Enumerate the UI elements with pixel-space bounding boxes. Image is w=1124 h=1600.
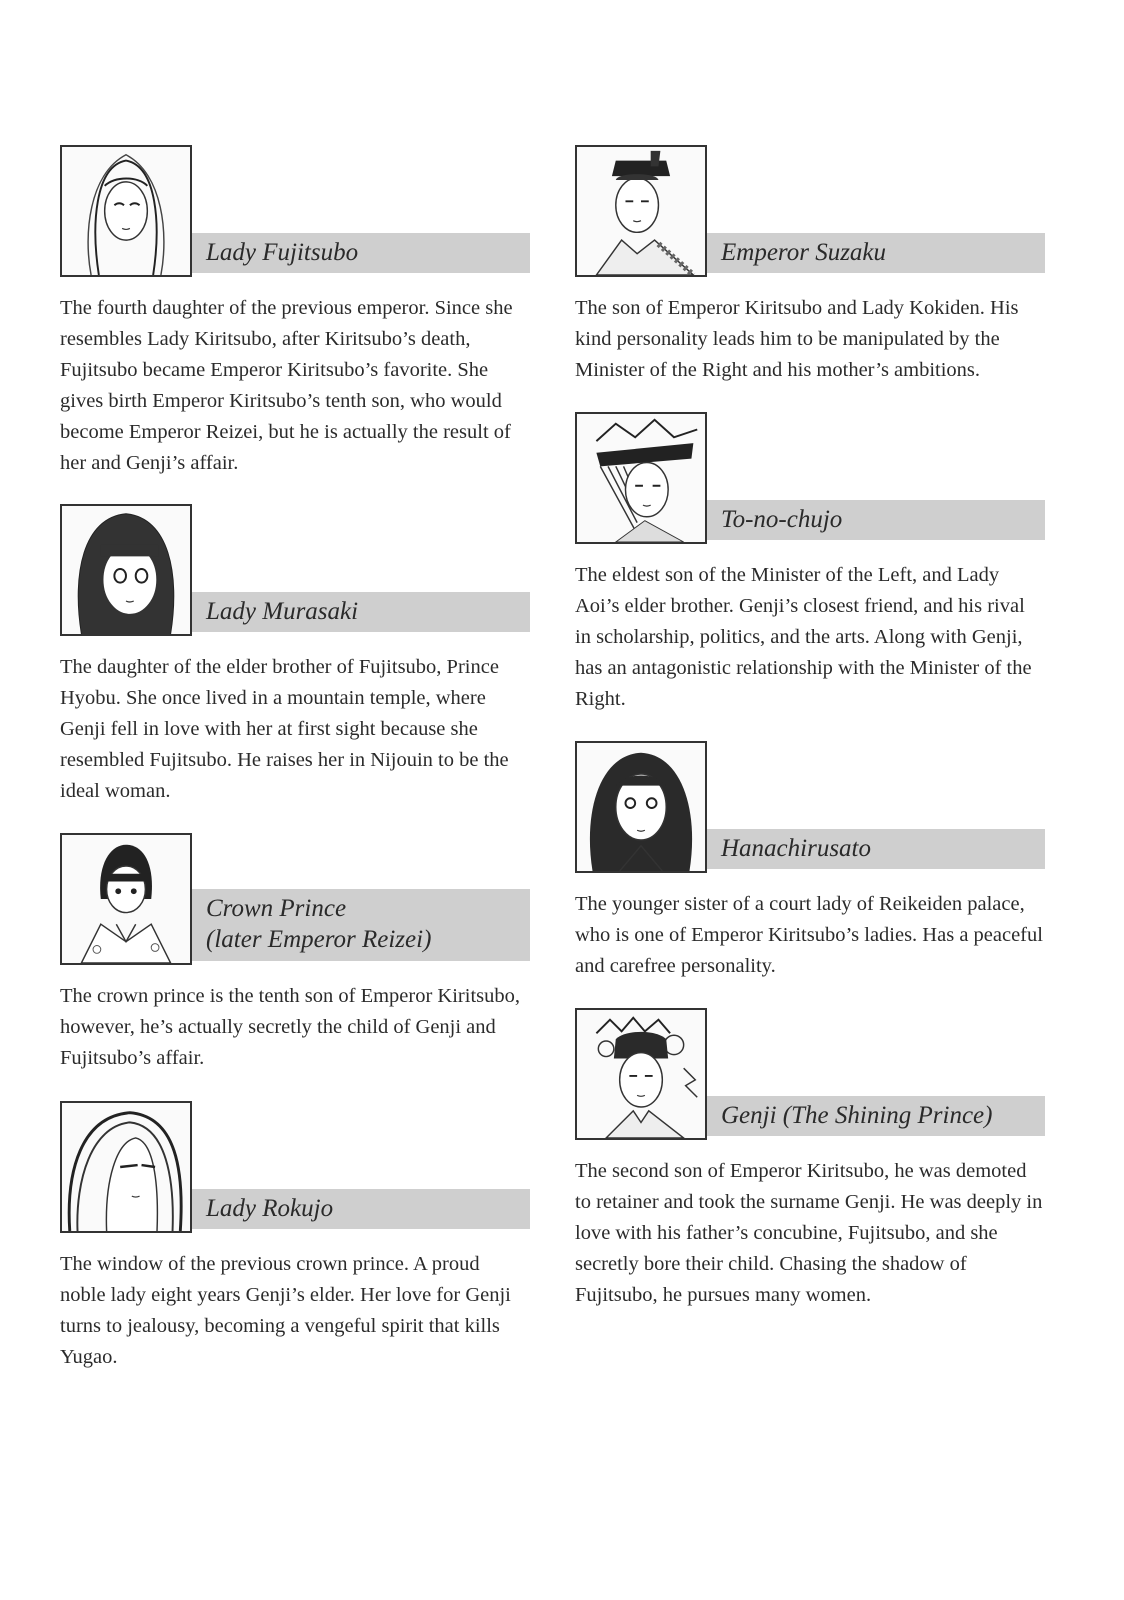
genji-portrait-icon [575,1008,707,1140]
lady-fujitsubo-portrait-icon [60,145,192,277]
to-no-chujo-portrait-icon [575,412,707,544]
character-entry-to-no-chujo [575,412,1045,715]
hanachirusato-portrait-icon [575,741,707,873]
character-description: The crown prince is the tenth son of Emperor Kiritsubo, however, he’s actually secretly the child of Genji and Fujitsubo’s affair. [60,985,520,1069]
character-name-line1: Crown Prince [206,895,347,922]
character-name: Hanachirusato [721,835,871,862]
character-description: The son of Emperor Kiritsubo and Lady Kokiden. His kind personality leads him to be manipulated by the Minister of the Right and his mother’s ambitions. [575,297,1019,381]
lady-rokujo-portrait-icon [60,1101,192,1233]
character-name: Lady Murasaki [206,598,359,625]
character-name-bar [707,500,1045,540]
character-name-bar [707,1096,1045,1136]
character-name: Lady Fujitsubo [206,239,359,266]
character-name-bar [192,592,530,632]
character-name: Lady Rokujo [206,1195,334,1222]
character-name: Genji (The Shining Prince) [721,1102,993,1129]
character-description: The window of the previous crown prince. A proud noble lady eight years Genji’s elder. Her love for Genji turns to jealousy, becoming a vengeful spirit that kills Yugao. [60,1253,511,1368]
character-description: The eldest son of the Minister of the Left, and Lady Aoi’s elder brother. Genji’s closest friend, and his rival in scholarship, politics, and the arts. Along with Genji, has an antagonistic relationship with the Minister of the Right. [575,564,1032,710]
character-description: The second son of Emperor Kiritsubo, he was demoted to retainer and took the surname Genji. He was deeply in love with his father’s concubine, Fujitsubo, and she secretly bore their child. Chasing the shadow of Fujitsubo, he pursues many women. [575,1160,1043,1306]
character-name-bar [707,233,1045,273]
character-entry-lady-fujitsubo [60,145,530,479]
character-name: To-no-chujo [721,506,843,533]
character-name-bar [192,233,530,273]
character-name-bar [707,829,1045,869]
lady-murasaki-portrait-icon [60,504,192,636]
character-name: Emperor Suzaku [721,239,887,266]
character-entry-crown-prince [60,833,530,1074]
character-entry-emperor-suzaku [575,145,1045,386]
emperor-suzaku-portrait-icon [575,145,707,277]
character-name-bar [192,889,530,961]
character-name-bar [192,1189,530,1229]
character-description: The fourth daughter of the previous emperor. Since she resembles Lady Kiritsubo, after Kiritsubo’s death, Fujitsubo became Emperor Kiritsubo’s favorite. She gives birth Emperor Kiritsubo’s tenth son, who would become Emperor Reizei, but he is actually the result of her and Genji’s affair. [60,297,513,474]
character-name-line2: (later Emperor Reizei) [206,926,432,953]
character-entry-hanachirusato [575,741,1045,982]
character-description: The younger sister of a court lady of Reikeiden palace, who is one of Emperor Kiritsubo’s ladies. Has a peaceful and carefree personality. [575,893,1043,977]
character-entry-genji [575,1008,1045,1311]
character-entry-lady-rokujo [60,1101,530,1373]
character-description: The daughter of the elder brother of Fujitsubo, Prince Hyobu. She once lived in a mountain temple, where Genji fell in love with her at first sight because she resembled Fujitsubo. He raises her in Nijouin to be the ideal woman. [60,656,509,802]
crown-prince-portrait-icon [60,833,192,965]
character-entry-lady-murasaki [60,504,530,807]
